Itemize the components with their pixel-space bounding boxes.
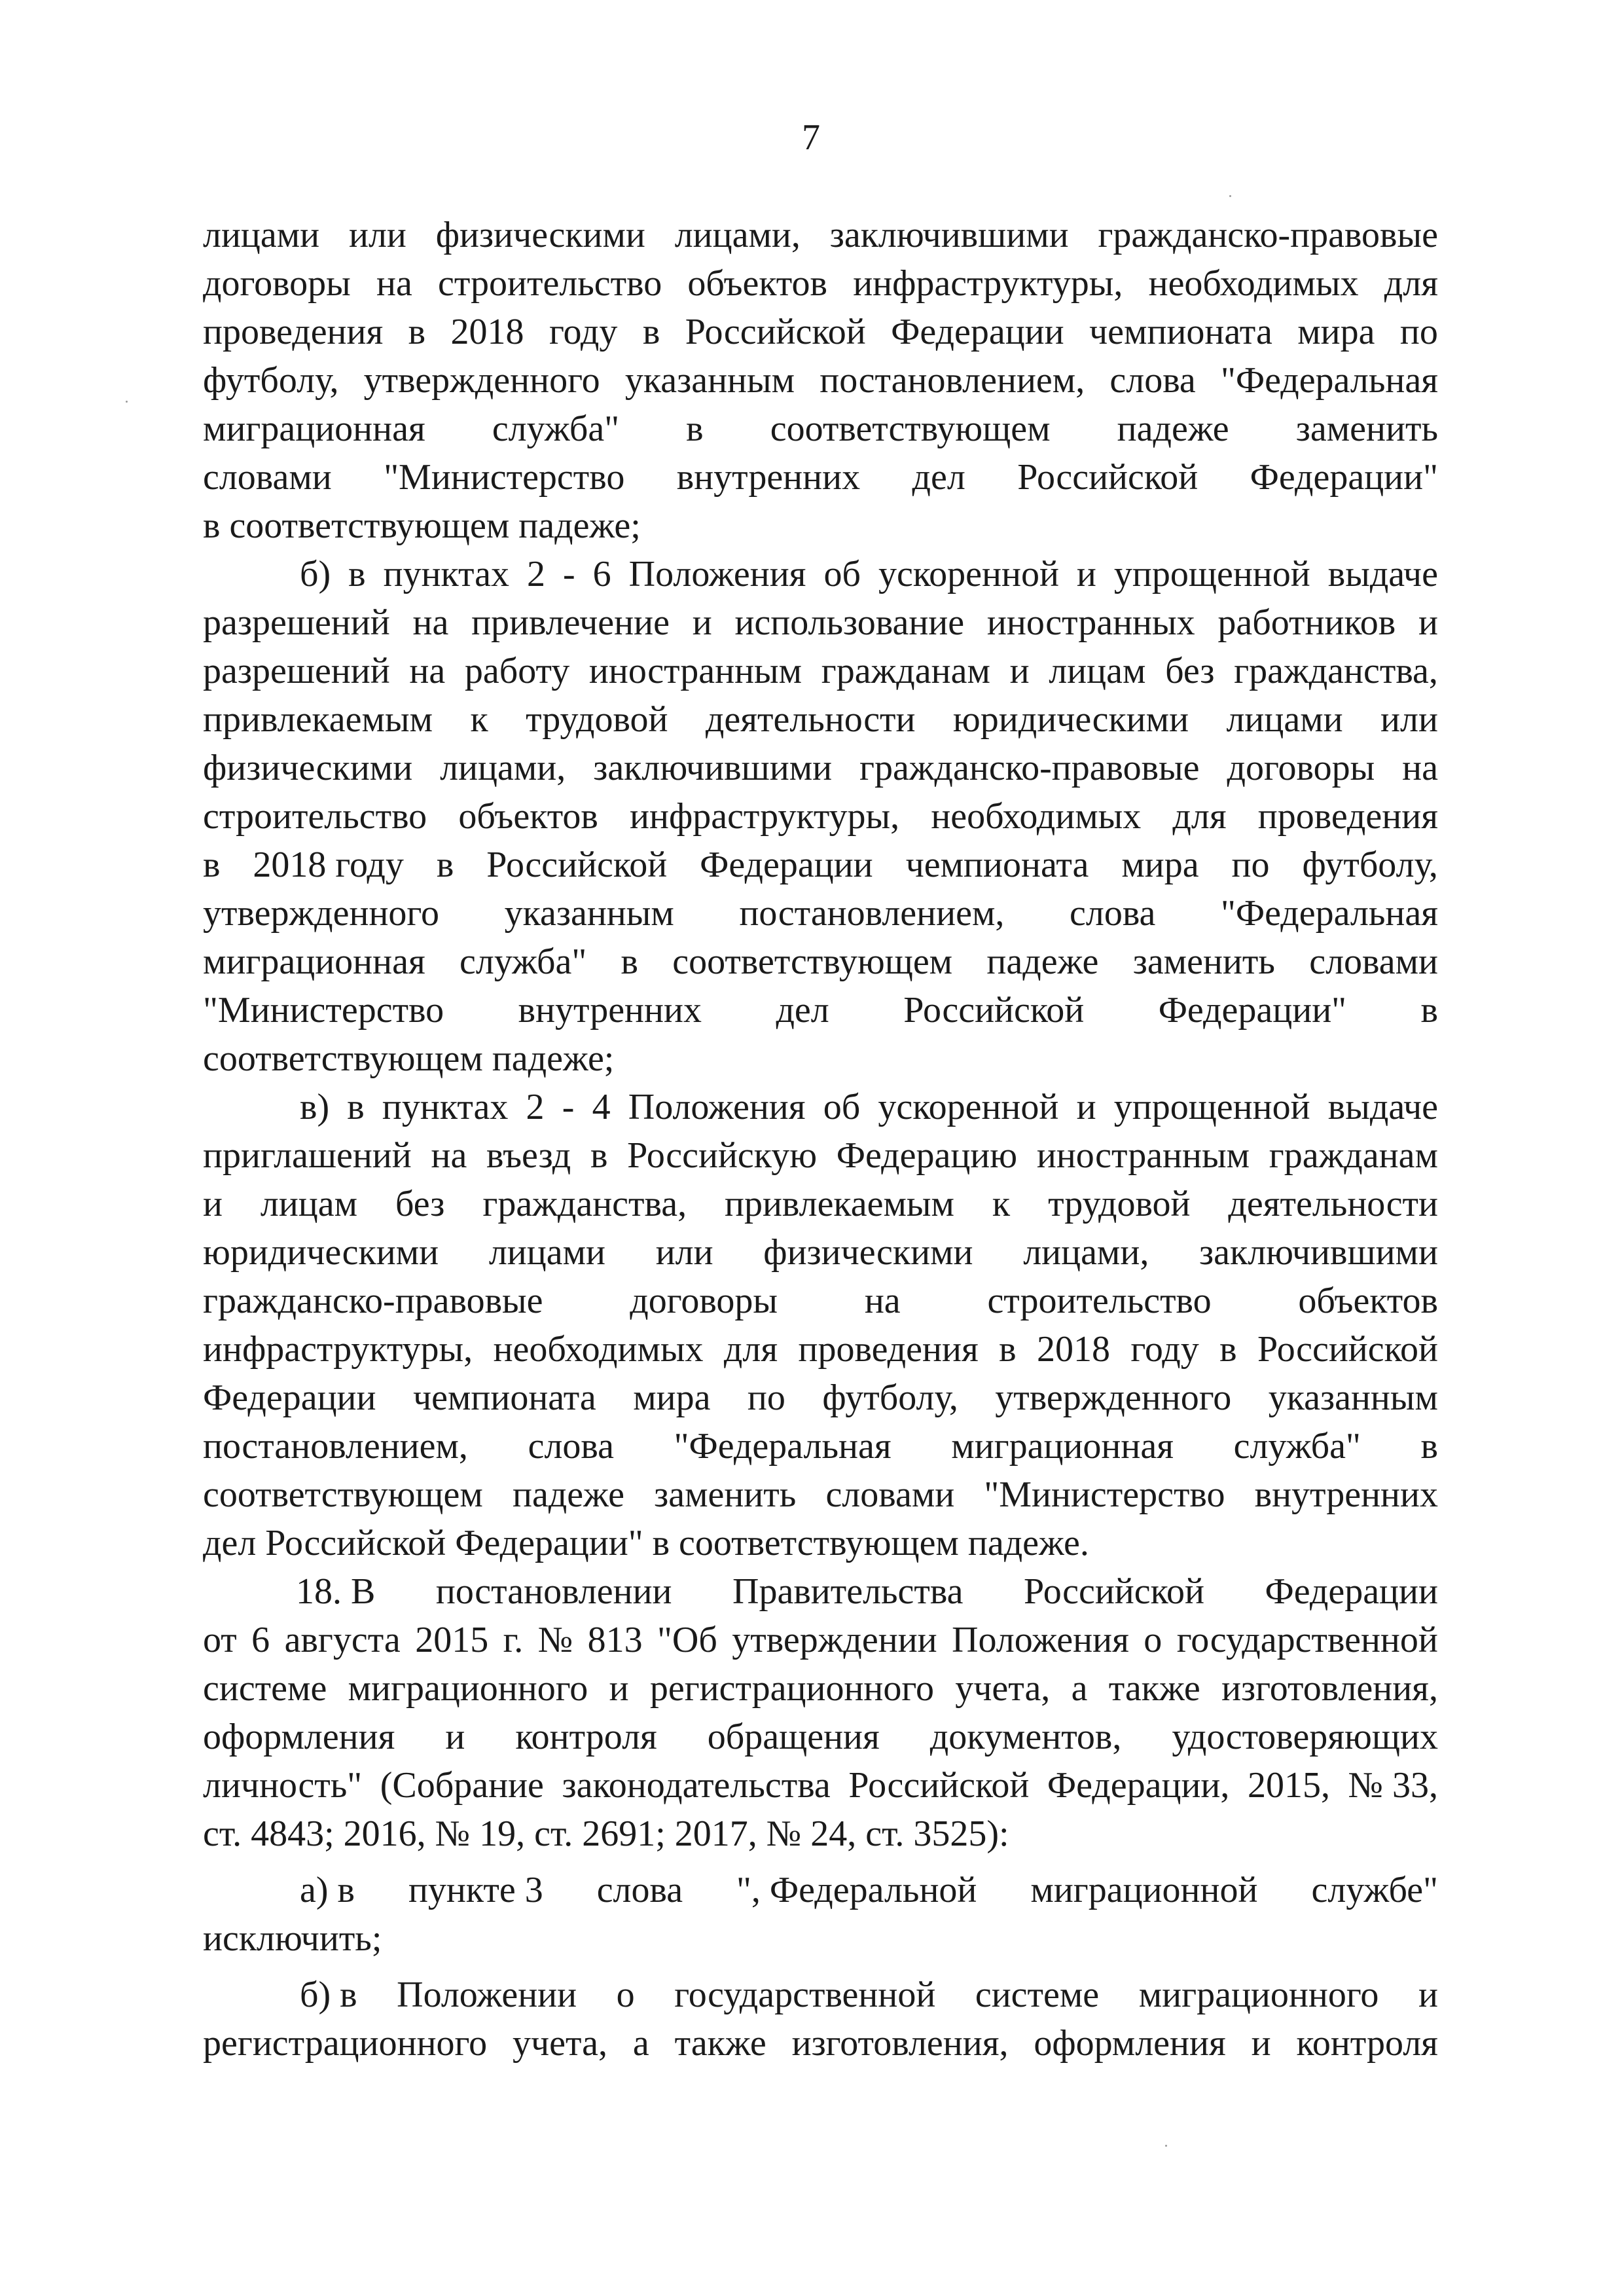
word: и: [1418, 1975, 1438, 2015]
word: гражданам: [821, 651, 990, 691]
word: Федерацию: [836, 1135, 1018, 1176]
word: мира: [633, 1377, 711, 1418]
word: гражданско-правовые: [203, 1281, 543, 1321]
word: Правительства: [732, 1571, 964, 1612]
word: трудовой: [1048, 1184, 1191, 1224]
word: словами: [825, 1474, 955, 1515]
word: дел Российской Федерации" в соответствующем падеже.: [203, 1523, 1089, 1563]
word: постановлении: [435, 1571, 672, 1612]
text-line: [203, 1131, 1438, 1180]
word: "Министерство: [384, 457, 625, 498]
text-line: [203, 938, 1438, 986]
word: о: [1144, 1620, 1162, 1660]
word: обращения: [707, 1717, 880, 1757]
word: мира: [1297, 312, 1375, 352]
word: и: [1076, 554, 1096, 594]
word: 6: [251, 1620, 270, 1660]
word: об: [823, 1087, 861, 1127]
word: учета,: [955, 1668, 1051, 1709]
word: для: [1384, 263, 1438, 304]
word: объектов: [687, 263, 827, 304]
word: указанным: [624, 360, 795, 401]
word: в: [348, 554, 366, 594]
word: иностранным: [588, 651, 802, 691]
word: футболу,: [203, 360, 339, 401]
word: упрощенной: [1113, 1087, 1310, 1127]
word: словами: [203, 457, 332, 498]
word: разрешений: [203, 602, 390, 643]
text-line: [203, 1713, 1438, 1761]
word: 813: [587, 1620, 643, 1660]
word: трудовой: [526, 699, 668, 740]
document-body: [203, 211, 1438, 2068]
word: необходимых: [931, 796, 1142, 837]
text-line: [203, 501, 1438, 550]
word: внутренних: [676, 457, 861, 498]
word: Федерации: [1265, 1571, 1438, 1612]
text-line: [203, 841, 1438, 889]
text-line: [203, 1664, 1438, 1713]
word: необходимых: [1148, 263, 1359, 304]
word: дел: [776, 990, 829, 1030]
text-line: [203, 356, 1438, 405]
word: пунктах: [382, 1087, 509, 1127]
word: в: [621, 941, 638, 982]
word: объектов: [458, 796, 598, 837]
word: 6: [592, 554, 611, 594]
word: проведения: [798, 1329, 979, 1370]
word: на: [412, 602, 449, 643]
word: футболу,: [822, 1377, 958, 1418]
word: 2: [526, 1087, 545, 1127]
word: в: [642, 312, 660, 352]
word: "Министерство: [203, 990, 444, 1030]
word: иностранных: [986, 602, 1195, 643]
text-line: [203, 259, 1438, 308]
word: исключить;: [203, 1918, 382, 1959]
word: инфраструктуры,: [203, 1329, 473, 1370]
scan-speck: [126, 401, 128, 403]
word: 2: [527, 554, 546, 594]
word: ускоренной: [878, 554, 1059, 594]
word: и: [203, 1184, 223, 1224]
word: августа: [284, 1620, 401, 1660]
word: № 33,: [1348, 1765, 1438, 1806]
word: Положения: [628, 1087, 806, 1127]
word: 18. В: [296, 1571, 376, 1612]
word: гражданско-правовые: [859, 748, 1200, 788]
text-line: [203, 792, 1438, 841]
word: 2015,: [1247, 1765, 1330, 1806]
word: заменить: [1132, 941, 1275, 982]
word: постановлением,: [203, 1426, 468, 1467]
word: системе: [203, 1668, 327, 1709]
word: пункте 3: [408, 1870, 543, 1910]
word: гражданства,: [482, 1184, 687, 1224]
word: удостоверяющих: [1172, 1717, 1438, 1757]
word: строительство: [203, 796, 427, 837]
word: работников: [1217, 602, 1396, 643]
word: необходимых: [493, 1329, 704, 1370]
text-line: [203, 1616, 1438, 1664]
text-line: [203, 598, 1438, 647]
word: по: [747, 1377, 785, 1418]
word: без: [1165, 651, 1215, 691]
word: проведения: [1257, 796, 1438, 837]
word: на: [431, 1135, 467, 1176]
word: миграционного: [348, 1668, 588, 1709]
word: миграционной: [1030, 1870, 1258, 1910]
word: строительство: [438, 263, 662, 304]
word: в соответствующем падеже;: [203, 505, 641, 546]
text-line: [203, 1810, 1438, 1858]
word: Федерации: [700, 845, 873, 885]
word: в: [1420, 1426, 1438, 1467]
word: служба": [460, 941, 587, 982]
word: въезд: [486, 1135, 571, 1176]
word: или: [1380, 699, 1438, 740]
word: служба": [492, 409, 620, 449]
word: в: [1219, 1329, 1237, 1370]
word: работу: [464, 651, 570, 691]
word: также: [674, 2023, 766, 2064]
word: в: [408, 312, 426, 352]
word: оформления: [203, 1717, 395, 1757]
word: б) в: [300, 1975, 357, 2015]
word: к: [992, 1184, 1011, 1224]
word: слова: [528, 1426, 614, 1467]
word: г.: [503, 1620, 524, 1660]
word: Российской: [848, 1765, 1030, 1806]
word: заключившими: [829, 215, 1069, 255]
word: гражданско-правовые: [1098, 215, 1438, 255]
word: Федерации": [1250, 457, 1438, 498]
word: (Собрание: [380, 1765, 544, 1806]
word: привлечение: [471, 602, 670, 643]
word: "Федеральная: [674, 1426, 892, 1467]
word: гражданства,: [1234, 651, 1438, 691]
word: соответствующем: [672, 941, 953, 982]
word: Российской: [1017, 457, 1198, 498]
text-line: [203, 1034, 1438, 1083]
word: и: [1418, 602, 1438, 643]
word: постановлением,: [820, 360, 1085, 401]
word: службе": [1311, 1870, 1438, 1910]
word: в: [590, 1135, 608, 1176]
text-line: [203, 1277, 1438, 1325]
word: заключившими: [593, 748, 833, 788]
word: использование: [734, 602, 965, 643]
word: лицами: [203, 215, 320, 255]
word: соответствующем падеже;: [203, 1038, 615, 1079]
word: чемпионата: [1089, 312, 1272, 352]
word: Российской: [685, 312, 866, 352]
text-line: [203, 986, 1438, 1034]
word: инфраструктуры,: [630, 796, 900, 837]
word: инфраструктуры,: [853, 263, 1123, 304]
paragraph-first-line: [203, 1971, 1438, 2019]
word: на: [1402, 748, 1438, 788]
word: деятельности: [1228, 1184, 1438, 1224]
word: утвержденного: [995, 1377, 1232, 1418]
text-line: [203, 1422, 1438, 1470]
text-line: [203, 308, 1438, 356]
text-line: [203, 1180, 1438, 1228]
word: юридическими: [203, 1232, 439, 1273]
word: слова: [596, 1870, 683, 1910]
word: на: [864, 1281, 901, 1321]
word: в: [203, 845, 221, 885]
word: №: [537, 1620, 573, 1660]
word: в: [436, 845, 454, 885]
word: Федерации: [891, 312, 1064, 352]
word: дел: [912, 457, 965, 498]
word: миграционная: [203, 941, 425, 982]
word: лицам: [260, 1184, 358, 1224]
word: "Министерство: [984, 1474, 1225, 1515]
text-line: [203, 1761, 1438, 1810]
word: по: [1399, 312, 1438, 352]
word: контроля: [515, 1717, 657, 1757]
word: словами: [1309, 941, 1438, 982]
text-line: [203, 744, 1438, 792]
word: указанным: [504, 893, 674, 934]
word: также: [1108, 1668, 1200, 1709]
word: и: [445, 1717, 465, 1757]
word: договоры: [630, 1281, 778, 1321]
word: на: [409, 651, 446, 691]
text-line: [203, 1374, 1438, 1422]
word: государственной: [1176, 1620, 1438, 1660]
word: заменить: [654, 1474, 797, 1515]
word: ", Федеральной: [736, 1870, 977, 1910]
word: к: [470, 699, 488, 740]
word: а: [632, 2023, 649, 2064]
word: на: [376, 263, 412, 304]
word: физическими: [203, 748, 413, 788]
word: утвержденного: [203, 893, 439, 934]
word: ст. 4843; 2016, № 19, ст. 2691; 2017, № 24, ст. 3525):: [203, 1813, 1009, 1854]
word: от: [203, 1620, 237, 1660]
word: мира: [1121, 845, 1199, 885]
word: системе: [975, 1975, 1100, 2015]
paragraph-first-line: [203, 1567, 1438, 1616]
text-line: [203, 1914, 1438, 1963]
word: падеже: [512, 1474, 624, 1515]
word: или: [348, 215, 406, 255]
word: объектов: [1298, 1281, 1438, 1321]
word: оформления: [1034, 2023, 1226, 2064]
paragraph-first-line: [203, 1083, 1438, 1131]
word: слова: [1109, 360, 1196, 401]
word: документов,: [929, 1717, 1122, 1757]
word: об: [823, 554, 861, 594]
word: пунктах: [383, 554, 510, 594]
word: без: [395, 1184, 445, 1224]
word: для: [723, 1329, 778, 1370]
word: иностранным: [1036, 1135, 1250, 1176]
word: миграционная: [203, 409, 425, 449]
word: привлекаемым: [724, 1184, 954, 1224]
word: "Федеральная: [1221, 893, 1438, 934]
word: и: [692, 602, 712, 643]
word: для: [1172, 796, 1227, 837]
word: миграционная: [951, 1426, 1174, 1467]
word: или: [655, 1232, 713, 1273]
word: законодательства: [562, 1765, 831, 1806]
word: чемпионата: [905, 845, 1089, 885]
word: и: [609, 1668, 629, 1709]
word: внутренних: [518, 990, 702, 1030]
text-line: [203, 453, 1438, 501]
word: договоры: [203, 263, 351, 304]
paragraph-first-line: [203, 550, 1438, 598]
word: а) в: [300, 1870, 355, 1910]
word: проведения: [203, 312, 384, 352]
word: Федерации: [203, 1377, 376, 1418]
word: выдаче: [1327, 1087, 1438, 1127]
word: году: [1130, 1329, 1199, 1370]
word: изготовления,: [1221, 1668, 1438, 1709]
word: выдаче: [1327, 554, 1438, 594]
word: приглашений: [203, 1135, 412, 1176]
word: футболу,: [1302, 845, 1438, 885]
text-line: [203, 1470, 1438, 1519]
word: в: [999, 1329, 1017, 1370]
word: изготовления,: [791, 2023, 1009, 2064]
word: государственной: [674, 1975, 936, 2015]
word: и: [1251, 2023, 1271, 2064]
word: слова: [1070, 893, 1156, 934]
word: Российской: [1023, 1571, 1204, 1612]
word: разрешений: [203, 651, 390, 691]
word: учета,: [513, 2023, 608, 2064]
word: в: [347, 1087, 365, 1127]
scan-speck: [1165, 2145, 1167, 2147]
word: в: [1420, 990, 1438, 1030]
word: Федерации,: [1047, 1765, 1230, 1806]
word: Положения: [628, 554, 806, 594]
word: заменить: [1295, 409, 1438, 449]
word: в): [300, 1087, 330, 1127]
word: постановлением,: [739, 893, 1005, 934]
scan-speck: [1229, 195, 1231, 197]
word: и: [1009, 651, 1030, 691]
word: "Федеральная: [1220, 360, 1438, 401]
word: лицами,: [674, 215, 801, 255]
word: падеже: [986, 941, 1099, 982]
word: "Об: [657, 1620, 717, 1660]
word: лицами: [1226, 699, 1343, 740]
word: 2018 году: [253, 845, 404, 885]
word: лицами,: [1023, 1232, 1149, 1273]
word: 2018: [450, 312, 524, 352]
word: Российскую: [627, 1135, 818, 1176]
word: гражданам: [1269, 1135, 1438, 1176]
text-line: [203, 889, 1438, 938]
word: утвержденного: [363, 360, 600, 401]
word: физическими: [435, 215, 645, 255]
text-line: [203, 405, 1438, 453]
word: упрощенной: [1113, 554, 1310, 594]
word: Положения: [952, 1620, 1129, 1660]
word: регистрационного: [649, 1668, 934, 1709]
word: привлекаемым: [203, 699, 433, 740]
word: б): [300, 554, 331, 594]
word: соответствующем: [203, 1474, 483, 1515]
word: внутренних: [1254, 1474, 1438, 1515]
text-line: [203, 1228, 1438, 1277]
word: лицам: [1049, 651, 1146, 691]
word: договоры: [1227, 748, 1375, 788]
text-line: [203, 647, 1438, 695]
word: утверждении: [732, 1620, 937, 1660]
word: 2015: [415, 1620, 489, 1660]
word: Положении: [397, 1975, 577, 2015]
word: году: [549, 312, 618, 352]
word: -: [562, 1087, 575, 1127]
word: строительство: [987, 1281, 1212, 1321]
word: служба": [1233, 1426, 1361, 1467]
word: падеже: [1117, 409, 1229, 449]
word: Российской: [1257, 1329, 1438, 1370]
word: 4: [592, 1087, 611, 1127]
word: деятельности: [705, 699, 916, 740]
word: лицами: [488, 1232, 605, 1273]
word: соответствующем: [770, 409, 1051, 449]
word: ускоренной: [878, 1087, 1059, 1127]
word: Российской: [486, 845, 668, 885]
word: о: [616, 1975, 635, 2015]
word: Федерации": [1158, 990, 1347, 1030]
word: а: [1071, 1668, 1088, 1709]
word: лицами,: [440, 748, 566, 788]
word: регистрационного: [203, 2023, 488, 2064]
word: миграционного: [1138, 1975, 1379, 2015]
word: контроля: [1296, 2023, 1438, 2064]
word: юридическими: [952, 699, 1189, 740]
word: 2018: [1036, 1329, 1110, 1370]
paragraph-first-line: [203, 1866, 1438, 1914]
word: личность": [203, 1765, 363, 1806]
word: и: [1076, 1087, 1096, 1127]
word: чемпионата: [412, 1377, 596, 1418]
text-line: [203, 2019, 1438, 2068]
text-line: [203, 1519, 1438, 1567]
word: указанным: [1268, 1377, 1438, 1418]
text-line: [203, 211, 1438, 259]
word: физическими: [763, 1232, 973, 1273]
text-line: [203, 1325, 1438, 1374]
word: по: [1231, 845, 1270, 885]
word: заключившими: [1199, 1232, 1438, 1273]
word: -: [563, 554, 575, 594]
page-number: 7: [802, 117, 820, 158]
word: Российской: [903, 990, 1085, 1030]
text-line: [203, 695, 1438, 744]
word: в: [686, 409, 704, 449]
